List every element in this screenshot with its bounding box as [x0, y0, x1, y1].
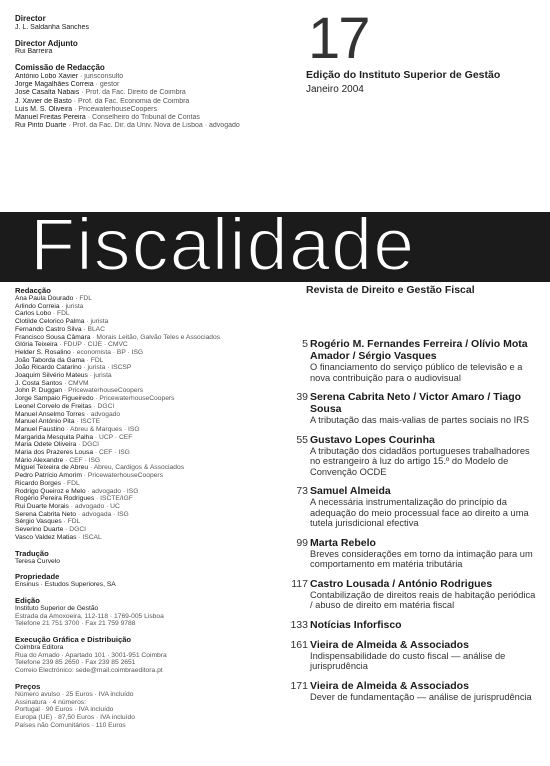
masthead — [15, 14, 285, 130]
production-line: Rua do Arnado · Apartado 101 · 3001-951 Coimbra — [15, 651, 167, 659]
separator: · — [81, 472, 88, 480]
toc-article-title: A tributação dos cidadãos portugueses trabalhadores no estrangeiro à luz do artigo 15.º do Modelo de Convenção OCDE — [310, 445, 530, 477]
separator: · — [93, 395, 100, 403]
editorial-list — [15, 295, 265, 542]
person-role: CEF · ISG — [99, 449, 130, 457]
toc-author: Marta Rebelo — [310, 536, 376, 549]
person-line — [15, 503, 265, 511]
publisher-line: Edição do Instituto Superior de Gestão — [306, 69, 501, 81]
person-name: Vasco Valdez Matias — [15, 533, 77, 541]
person-name: Mário Alexandre — [15, 456, 64, 464]
separator: · — [90, 333, 97, 341]
separator: · — [59, 302, 66, 310]
person-name: Leonel Corvelo de Freitas — [15, 402, 92, 410]
ownership-name: Ensinus · Estudos Superiores, SA — [15, 581, 116, 589]
person-line — [15, 341, 265, 349]
edition-line: Instituto Superior de Gestão — [15, 604, 99, 612]
price-line: Portugal · 90 Euros · IVA incluído — [15, 706, 114, 714]
person-name: Manuel António Pita — [15, 418, 75, 426]
separator: · — [71, 97, 79, 105]
separator: · — [70, 348, 77, 356]
person-name: Rodrigo Queiroz e Melo — [15, 487, 86, 495]
toc-author: Samuel Almeida — [310, 485, 391, 497]
toc-author: Vieira de Almeida & Associados — [310, 638, 469, 651]
separator: · — [81, 364, 88, 372]
person-role: jurista — [65, 302, 84, 310]
person-line — [15, 403, 265, 411]
edition-label: Edição — [15, 595, 40, 605]
toc-page-number: 55 — [296, 433, 308, 446]
person-name: Sérgio Vasques — [15, 518, 62, 526]
person-name: Helder S. Rosalino — [15, 348, 71, 356]
person-name: Manuel Anselmo Torres — [15, 410, 85, 418]
toc-author: Serena Cabrita Neto / Victor Amaro / Tiago Sousa — [310, 391, 522, 415]
person-name: Rui Pinto Duarte — [15, 122, 67, 130]
toc-page-number: 171 — [290, 679, 308, 692]
person-line — [15, 114, 285, 122]
translation-name: Teresa Curvelo — [15, 557, 60, 565]
journal-subtitle: Revista de Direito e Gestão Fiscal — [306, 284, 475, 296]
committee-label: Comissão de Redacção — [15, 63, 105, 73]
person-name: Carlos Lobo — [15, 310, 52, 318]
prices-label: Preços — [15, 681, 41, 691]
person-line — [15, 488, 265, 496]
person-role: Abreu & Marques · ISG — [70, 425, 140, 433]
separator: · — [93, 449, 100, 457]
separator: · — [66, 122, 73, 130]
toc-article-title: Contabilização de direitos reais de habitação periódica / abuso de direito em matéria fiscal — [310, 589, 536, 610]
toc-article-title: A necessária instrumentalização do princípio da adequação do meio processual face ao direito a uma tutela jurisdicional efectiva — [310, 497, 529, 528]
separator: · — [76, 441, 83, 449]
person-name: J. Xavier de Basto — [15, 97, 72, 105]
price-line: Europa (UE) · 87,50 Euros · IVA incluído — [15, 713, 135, 721]
person-line — [15, 449, 265, 457]
person-role: Abreu, Cardigos & Associados — [93, 464, 185, 472]
separator: · — [51, 310, 58, 318]
person-line — [15, 411, 265, 419]
separator: · — [76, 533, 83, 541]
person-name: Joaquim Silvério Mateus — [15, 372, 88, 380]
separator: · — [84, 318, 91, 326]
person-role: PricewaterhouseCoopers — [68, 387, 144, 395]
separator: · — [62, 387, 69, 395]
person-name: Pedro Patrício Amorim — [15, 472, 82, 480]
separator: · — [75, 510, 82, 518]
toc-page-number: 73 — [296, 485, 308, 497]
person-line — [15, 464, 265, 472]
separator: · — [81, 325, 88, 333]
separator: · — [87, 372, 94, 380]
person-name: Manuel Faustino — [15, 425, 65, 433]
person-role: Morais Leitão, Galvão Teles e Associados — [96, 333, 221, 341]
separator: · — [84, 356, 91, 364]
person-line — [15, 326, 265, 334]
toc-entry — [286, 338, 536, 383]
person-line — [15, 349, 265, 357]
separator: · — [85, 487, 92, 495]
person-name: Rogério Pereira Rodrigues — [15, 495, 95, 503]
person-role: CMVM — [68, 379, 89, 387]
person-line — [15, 426, 265, 434]
person-name: Maria dos Prazeres Lousa — [15, 449, 94, 457]
person-role: UCP · CEF — [99, 433, 133, 441]
toc-page-number: 161 — [290, 638, 308, 651]
director-name: J. L. Saldanha Sanches — [15, 23, 89, 31]
toc-article-title: A tributação das mais-valias de partes sociais no IRS — [310, 415, 530, 425]
person-role: DGCI — [97, 402, 115, 410]
person-line — [15, 534, 265, 542]
person-role: DGCI — [82, 441, 99, 449]
separator: · — [68, 502, 75, 510]
separator: · — [94, 495, 101, 503]
price-line: Número avulso · 25 Euros · IVA incluído — [15, 690, 134, 698]
separator: · — [57, 341, 64, 349]
edition-line: Estrada da Amoxoeira, 112-118 · 1769-005 Lisboa — [15, 612, 164, 620]
person-name: Ana Paula Dourado — [15, 295, 74, 302]
person-role: CEF · ISG — [69, 456, 101, 464]
person-role: Prof. da Fac. Dir. da Univ. Nova de Lisboa · advogado — [72, 122, 240, 130]
person-line — [15, 418, 265, 426]
person-line — [15, 73, 285, 81]
separator: · — [79, 89, 86, 97]
deputy-director-label: Director Adjunto — [15, 38, 78, 48]
person-role: Prof. da Fac. Direito de Coimbra — [85, 89, 186, 97]
person-role: BLAC — [87, 325, 105, 333]
person-role: gestor — [99, 81, 120, 89]
toc-author: Castro Lousada / António Rodrigues — [310, 577, 493, 590]
person-line — [15, 89, 285, 97]
toc-author: Notícias Inforfisco — [310, 618, 402, 631]
separator: · — [93, 433, 100, 441]
person-line — [15, 441, 265, 449]
person-line — [15, 372, 265, 380]
toc-entry — [286, 619, 536, 631]
person-line — [15, 122, 285, 130]
person-name: Maria Odete Oliveira — [15, 441, 77, 449]
person-name: Fernando Castro Silva — [15, 325, 82, 333]
toc-article-title: Indispensabilidade do custo fiscal — análise de jurisprudência — [310, 650, 506, 671]
person-line — [15, 106, 285, 114]
person-role: FDL — [79, 295, 92, 302]
toc-entry — [286, 578, 536, 611]
journal-title: Fiscalidade — [30, 203, 416, 286]
person-line — [15, 387, 265, 395]
separator: · — [84, 410, 91, 418]
person-role: jurista — [90, 318, 109, 326]
person-line — [15, 357, 265, 365]
person-name: Jorge Magalhães Correia — [15, 81, 94, 89]
person-role: ISCTE — [80, 418, 101, 426]
person-name: Margarida Mesquita Palha — [15, 433, 94, 441]
person-name: J. Costa Santos — [15, 379, 63, 387]
person-role: jurista — [93, 372, 112, 380]
person-name: Jorge Sampaio Figueiredo — [15, 395, 94, 403]
person-line — [15, 480, 265, 488]
person-line — [15, 318, 265, 326]
toc-article-title: Dever de fundamentação — análise de jurisprudência — [310, 691, 532, 702]
separator: · — [88, 464, 94, 472]
toc-page-number: 39 — [296, 391, 308, 403]
person-line — [15, 334, 265, 342]
person-line — [15, 81, 285, 89]
separator: · — [63, 456, 70, 464]
person-name: Francisco Sousa Câmara — [15, 333, 91, 341]
person-line — [15, 364, 265, 372]
person-name: Clotilde Celorico Palma — [15, 318, 85, 326]
table-of-contents — [286, 338, 536, 710]
person-role: economista · BP · ISG — [76, 348, 144, 356]
person-role: ISCAL — [82, 533, 102, 541]
person-line — [15, 98, 285, 106]
toc-page-number: 99 — [296, 536, 308, 549]
separator: · — [73, 295, 80, 302]
person-line — [15, 457, 265, 465]
person-line — [15, 380, 265, 388]
person-role: PricewaterhouseCoopers — [87, 472, 163, 480]
person-name: Miguel Teixeira de Abreu — [15, 464, 89, 472]
person-role: advogada · ISG — [81, 510, 129, 518]
separator: · — [85, 113, 93, 121]
person-name: João Taborda da Gama — [15, 356, 85, 364]
person-role: advogado — [90, 410, 121, 418]
person-name: João Ricardo Catarino — [15, 364, 82, 372]
separator: · — [62, 379, 69, 387]
person-name: Glória Teixeira — [15, 341, 58, 349]
toc-entry — [286, 537, 536, 570]
person-name: Manuel Freitas Pereira — [15, 113, 86, 121]
staff-column — [15, 286, 265, 729]
person-line — [15, 395, 265, 403]
person-role: jurisconsulto — [84, 72, 124, 80]
separator: · — [93, 81, 100, 89]
person-role: FDL — [90, 356, 104, 364]
separator: · — [61, 518, 68, 526]
toc-entry — [286, 680, 536, 703]
person-role: jurista · ISCSP — [87, 364, 132, 372]
person-role: advogado · ISG — [91, 487, 139, 495]
person-name: António Lobo Xavier — [15, 72, 79, 80]
toc-page-number: 5 — [302, 338, 308, 350]
ownership-label: Propriedade — [15, 572, 60, 582]
committee-list — [15, 73, 285, 130]
person-role: Conselheiro do Tribunal de Contas — [92, 113, 200, 121]
deputy-director-name: Rui Barreira — [15, 48, 53, 56]
person-line — [15, 295, 265, 303]
separator: · — [74, 418, 81, 426]
person-role: PricewaterhouseCoopers — [78, 105, 158, 113]
toc-page-number: 117 — [291, 577, 308, 590]
toc-article-title: O financiamento do serviço público de televisão e a nova contribuição para o audiovisual — [310, 362, 523, 383]
translation-label: Tradução — [15, 548, 49, 558]
separator: · — [78, 72, 85, 80]
production-line: Coimbra Editora — [15, 644, 64, 652]
toc-author: Rogério M. Fernandes Ferreira / Olívio Mota Amador / Sérgio Vasques — [310, 338, 528, 362]
production-line: Telefone 239 85 2650 · Fax 239 85 2651 — [15, 659, 136, 667]
person-name: John P. Duggan — [15, 387, 63, 395]
issue-number: 17 — [308, 6, 369, 71]
person-line — [15, 511, 265, 519]
person-line — [15, 303, 265, 311]
toc-page-number: 133 — [290, 618, 308, 631]
person-role: FDL — [57, 310, 70, 318]
toc-entry — [286, 434, 536, 478]
person-name: José Casalta Nabais — [15, 89, 80, 97]
person-line — [15, 434, 265, 442]
person-name: Arlindo Correia — [15, 302, 60, 310]
toc-entry — [286, 639, 536, 672]
issue-date: Janeiro 2004 — [306, 84, 364, 95]
person-name: Ricardo Borges — [15, 479, 62, 487]
separator: · — [63, 526, 70, 534]
production-line: Correio Electrónico: sede@mail.coimbraeditora.pt — [15, 667, 163, 675]
person-line — [15, 526, 265, 534]
separator: · — [91, 402, 98, 410]
person-role: ISCTE/IGF — [100, 495, 133, 503]
toc-author: Vieira de Almeida & Associados — [310, 679, 469, 692]
person-line — [15, 472, 265, 480]
person-line — [15, 518, 265, 526]
separator: · — [72, 105, 79, 113]
toc-article-title: Breves considerações em torno da intimação para um comportamento em matéria tributária — [310, 548, 533, 569]
separator: · — [61, 479, 68, 487]
editorial-label: Redacção — [15, 286, 51, 295]
person-role: advogado · UC — [74, 502, 120, 510]
director-label: Director — [15, 14, 46, 23]
toc-entry — [286, 391, 536, 426]
edition-line: Telefone 21 751 3700 · Fax 21 759 9788 — [15, 620, 136, 628]
person-name: Rui Duarte Morais — [15, 502, 69, 510]
person-role: FDL — [67, 518, 81, 526]
person-line — [15, 495, 265, 503]
person-role: Prof. da Fac. Economia de Coimbra — [78, 97, 190, 105]
production-label: Execução Gráfica e Distribuição — [15, 635, 132, 645]
price-line: Assinatura · 4 números: — [15, 698, 86, 706]
person-role: DGCI — [69, 526, 86, 534]
person-role: FDL — [67, 479, 80, 487]
toc-author: Gustavo Lopes Courinha — [310, 433, 435, 446]
person-line — [15, 310, 265, 318]
person-name: Severino Duarte — [15, 526, 64, 534]
separator: · — [64, 425, 71, 433]
person-role: PricewaterhouseCoopers — [99, 395, 175, 403]
person-role: FDUP · CIJE · CMVC — [63, 341, 128, 349]
price-line: Países não Comunitários · 110 Euros — [15, 721, 126, 729]
person-name: Serena Cabrita Neto — [15, 510, 76, 518]
person-name: Luís M. S. Oliveira — [15, 105, 73, 113]
toc-entry — [286, 485, 536, 529]
